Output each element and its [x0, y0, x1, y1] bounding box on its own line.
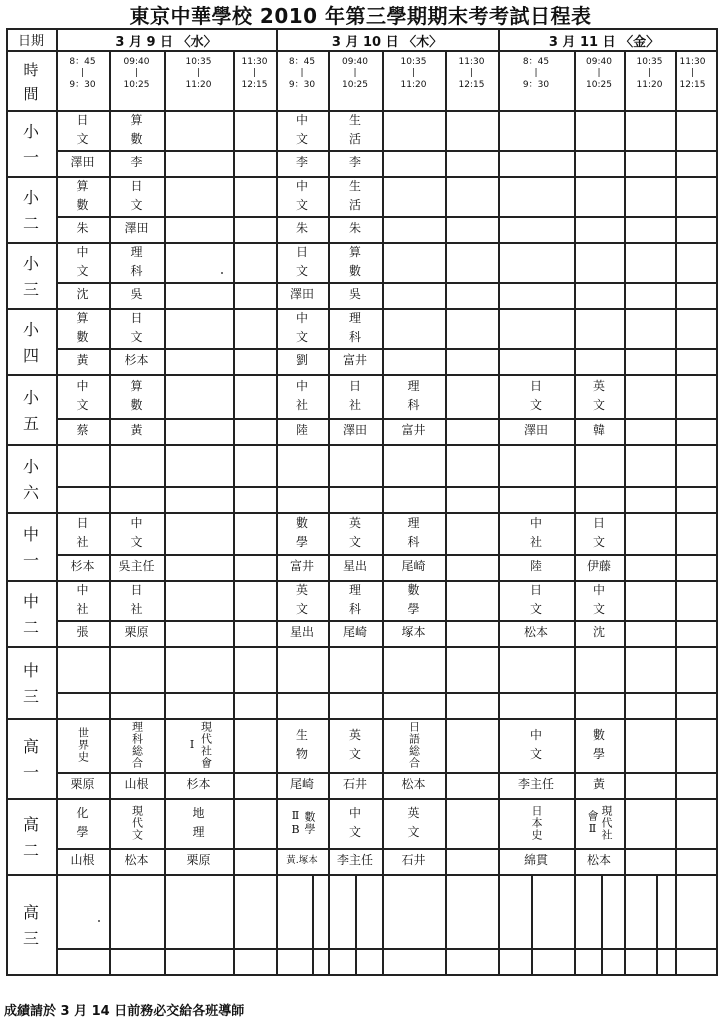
slot-bar: | [300, 68, 304, 78]
slot-end: 12:15 [458, 80, 485, 90]
exam-subject: 中 文 [76, 379, 89, 412]
exam-teacher: 朱 [348, 221, 361, 235]
teacher-row-divider [56, 150, 716, 152]
exam-teacher: 黃 [592, 777, 605, 791]
grade-row-divider [6, 718, 716, 720]
time-label: 時 間 [23, 61, 39, 103]
slot-start: 09:40 [123, 57, 150, 67]
exam-teacher: 吳 [348, 287, 361, 301]
exam-subject: 中 社 [76, 583, 89, 616]
exam-teacher: 伊藤 [586, 559, 611, 573]
exam-teacher: 劉 [295, 353, 308, 367]
exam-subject: 算 數 [76, 311, 89, 344]
exam-subject: 日語総合 [407, 721, 421, 769]
exam-subject: 日本史 [530, 805, 543, 841]
date-label: 日期 [17, 34, 44, 49]
exam-subject: 算 數 [76, 179, 89, 212]
exam-teacher: 黃 [76, 353, 89, 367]
grade-label: 高 三 [22, 903, 39, 948]
grade-row-divider [6, 874, 716, 876]
grade-label: 中 三 [22, 661, 39, 706]
day-header-2: 3 月 10 日 〈木〉 [331, 35, 443, 50]
slot-bar: | [411, 68, 416, 78]
grade-row-divider [6, 374, 716, 376]
slot-start: 10:35 [400, 57, 427, 67]
exam-teacher: 朱 [76, 221, 89, 235]
exam-subject: 日 文 [130, 311, 143, 344]
exam-subject: 算 數 [130, 113, 143, 146]
slot-bar: | [534, 68, 538, 78]
teacher-row-divider [56, 418, 716, 420]
exam-subject: 日 社 [130, 583, 143, 616]
teacher-row-divider [56, 554, 716, 556]
time-slot [109, 55, 164, 92]
time-slot [574, 55, 624, 92]
exam-subject: 日 社 [76, 516, 89, 549]
time-slot [624, 55, 675, 92]
exam-subject: 地 理 [192, 806, 205, 839]
slot-end: 12:15 [679, 80, 706, 90]
grade-label: 小 五 [22, 388, 39, 433]
slot-end: 10:25 [123, 80, 150, 90]
slot-end: 10:25 [342, 80, 368, 90]
exam-teacher: 栗原 [186, 853, 211, 867]
slot-bar: | [353, 68, 357, 78]
teacher-row-divider [56, 848, 716, 850]
exam-teacher: 松本 [124, 853, 149, 867]
exam-teacher: 尾崎 [342, 625, 367, 639]
exam-teacher: 山根 [124, 777, 149, 791]
exam-subject: 中 文 [529, 728, 542, 761]
extra-column-line [531, 874, 533, 974]
exam-teacher: 杉本 [186, 777, 211, 791]
scan-speck [221, 272, 223, 274]
time-slot [276, 55, 328, 92]
slot-end: 9：30 [69, 80, 96, 90]
exam-subject: 世界史 [76, 727, 90, 763]
slot-end: 10:25 [586, 80, 612, 90]
slot-bar: | [469, 68, 474, 78]
exam-subject: 數學ⅡB [289, 809, 316, 837]
time-slot [675, 55, 710, 92]
extra-column-line [601, 874, 603, 974]
slot-end: 12:15 [241, 80, 268, 90]
time-slot [382, 55, 445, 92]
exam-teacher: 松本 [586, 853, 611, 867]
exam-subject: 中 文 [295, 179, 308, 212]
slot-start: 8：45 [288, 57, 316, 67]
footer-note: 成績請於 3 月 14 日前務必交給各班導師 [4, 1004, 245, 1019]
exam-subject: 日 文 [592, 516, 605, 549]
slot-bar: | [134, 68, 139, 78]
exam-teacher: 松本 [523, 625, 548, 639]
teacher-row-divider [56, 282, 716, 284]
exam-subject: 算 數 [348, 245, 361, 278]
exam-subject: 中 文 [348, 806, 361, 839]
exam-teacher: 朱 [295, 221, 308, 235]
slot-end: 9：30 [522, 80, 550, 90]
table-border [716, 28, 718, 976]
exam-teacher: 李 [130, 155, 143, 169]
extra-column-line [656, 874, 658, 974]
slot-bar: | [647, 68, 652, 78]
exam-teacher: 吳主任 [118, 559, 155, 573]
exam-subject: 生 活 [348, 113, 361, 146]
slot-start: 09:40 [586, 57, 612, 67]
grade-label: 小 六 [22, 457, 39, 502]
exam-subject: 英 文 [592, 379, 605, 412]
exam-teacher: 栗原 [70, 777, 95, 791]
slot-bar: | [252, 68, 257, 78]
exam-subject: 英 文 [348, 728, 361, 761]
exam-subject: 數 學 [295, 516, 308, 549]
exam-subject: 中 文 [295, 311, 308, 344]
grade-label: 高 一 [22, 737, 39, 782]
exam-subject: 算 數 [130, 379, 143, 412]
exam-teacher: 星出 [289, 625, 314, 639]
exam-subject: 理 科 [407, 516, 420, 549]
exam-teacher: 塚本 [401, 625, 426, 639]
exam-teacher: 杉本 [124, 353, 149, 367]
slot-start: 8：45 [69, 57, 96, 67]
slot-start: 11:30 [241, 57, 268, 67]
exam-teacher: 栗原 [124, 625, 149, 639]
exam-subject: 日 社 [348, 379, 361, 412]
slot-start: 8：45 [522, 57, 550, 67]
day-header-3: 3 月 11 日 〈金〉 [548, 35, 660, 50]
exam-teacher: 李主任 [517, 777, 554, 791]
exam-subject: 中 文 [76, 245, 89, 278]
slot-end: 11:20 [636, 80, 663, 90]
exam-subject: 數 學 [592, 728, 605, 761]
exam-subject: 日 文 [130, 179, 143, 212]
exam-subject: 英 文 [295, 583, 308, 616]
exam-subject: 理 科 [348, 583, 361, 616]
exam-teacher: 富井 [342, 353, 367, 367]
header-divider [6, 50, 716, 52]
exam-subject: 生 活 [348, 179, 361, 212]
exam-teacher: 蔡 [76, 423, 89, 437]
exam-subject: 英 文 [348, 516, 361, 549]
time-slot [56, 55, 109, 92]
time-slot [445, 55, 498, 92]
exam-subject: 理科総合 [130, 721, 144, 769]
teacher-row-divider [56, 486, 716, 488]
time-slot [328, 55, 382, 92]
exam-subject: 中 社 [295, 379, 308, 412]
exam-subject: 現代社會Ⅱ [586, 805, 613, 841]
day-header-1: 3 月 9 日 〈水〉 [115, 35, 217, 50]
time-slot [498, 55, 574, 92]
teacher-row-divider [56, 948, 716, 950]
exam-teacher: 沈 [592, 625, 605, 639]
exam-teacher: 石井 [401, 853, 426, 867]
grade-row-divider [6, 444, 716, 446]
grade-row-divider [6, 974, 716, 976]
slot-start: 10:35 [636, 57, 663, 67]
teacher-row-divider [56, 620, 716, 622]
slot-start: 11:30 [679, 57, 706, 67]
exam-subject: 中 文 [295, 113, 308, 146]
exam-subject: 中 文 [592, 583, 605, 616]
exam-teacher: 韓 [592, 423, 605, 437]
exam-subject: 理 科 [130, 245, 143, 278]
exam-teacher: 李主任 [336, 853, 373, 867]
day-separator [498, 28, 500, 974]
grade-label: 小 四 [22, 320, 39, 365]
exam-subject: 現代社會Ⅰ [185, 721, 213, 769]
exam-subject: 理 科 [348, 311, 361, 344]
exam-teacher: 星出 [342, 559, 367, 573]
extra-column-line [312, 874, 314, 974]
time-slot [164, 55, 233, 92]
exam-teacher: 澤田 [289, 287, 314, 301]
exam-subject: 生 物 [295, 728, 308, 761]
page-title: 東京中華學校 2010 年第三學期期末考考試日程表 [129, 4, 592, 28]
teacher-row-divider [56, 348, 716, 350]
extra-column-line [355, 874, 357, 974]
slot-start: 11:30 [458, 57, 485, 67]
slot-end: 11:20 [400, 80, 427, 90]
exam-subject: 日 文 [529, 379, 542, 412]
exam-subject: 中 社 [529, 516, 542, 549]
exam-teacher: 澤田 [124, 221, 149, 235]
exam-subject: 理 科 [407, 379, 420, 412]
teacher-row-divider [56, 772, 716, 774]
slot-bar: | [196, 68, 201, 78]
exam-teacher: 黃 [130, 423, 143, 437]
grade-row-divider [6, 646, 716, 648]
slot-start: 10:35 [185, 57, 212, 67]
exam-schedule-table [6, 28, 716, 983]
exam-subject: 中 文 [130, 516, 143, 549]
exam-teacher: 澤田 [342, 423, 367, 437]
exam-teacher: 張 [76, 625, 89, 639]
slot-bar: | [690, 68, 695, 78]
grade-label: 小 三 [22, 254, 39, 299]
slot-end: 9：30 [288, 80, 316, 90]
exam-teacher: 尾崎 [401, 559, 426, 573]
slot-bar: | [597, 68, 601, 78]
exam-teacher: 沈 [76, 287, 89, 301]
slot-bar: | [80, 68, 85, 78]
exam-subject: 化 學 [76, 806, 89, 839]
exam-teacher: 陸 [295, 423, 308, 437]
exam-teacher: 陸 [529, 559, 542, 573]
exam-subject: 數 學 [407, 583, 420, 616]
time-slot [233, 55, 276, 92]
exam-teacher: 山根 [70, 853, 95, 867]
exam-subject: 英 文 [407, 806, 420, 839]
exam-subject: 現代文 [130, 805, 144, 841]
grade-label: 中 二 [22, 592, 39, 637]
exam-teacher: 澤田 [70, 155, 95, 169]
exam-teacher: 富井 [401, 423, 426, 437]
slot-start: 09:40 [342, 57, 368, 67]
teacher-row-divider [56, 692, 716, 694]
teacher-row-divider [56, 216, 716, 218]
exam-subject: 日 文 [76, 113, 89, 146]
grade-label: 中 一 [22, 525, 39, 570]
exam-teacher: 李 [348, 155, 361, 169]
slot-end: 11:20 [185, 80, 212, 90]
grade-label: 小 二 [22, 188, 39, 233]
exam-teacher: 杉本 [70, 559, 95, 573]
exam-teacher: 澤田 [523, 423, 548, 437]
exam-teacher: 富井 [289, 559, 314, 573]
scan-speck [98, 920, 100, 922]
exam-teacher: 綿貫 [523, 853, 548, 867]
exam-teacher: 李 [295, 155, 308, 169]
grade-label: 高 二 [22, 815, 39, 860]
exam-teacher: 尾崎 [289, 777, 314, 791]
exam-teacher: 石井 [342, 777, 367, 791]
exam-subject: 日 文 [529, 583, 542, 616]
exam-teacher: 吳 [130, 287, 143, 301]
grade-label: 小 一 [22, 122, 39, 167]
exam-subject: 日 文 [295, 245, 308, 278]
exam-teacher: 松本 [401, 777, 426, 791]
exam-teacher: 黃.塚本 [286, 855, 318, 866]
table-border [6, 28, 716, 30]
